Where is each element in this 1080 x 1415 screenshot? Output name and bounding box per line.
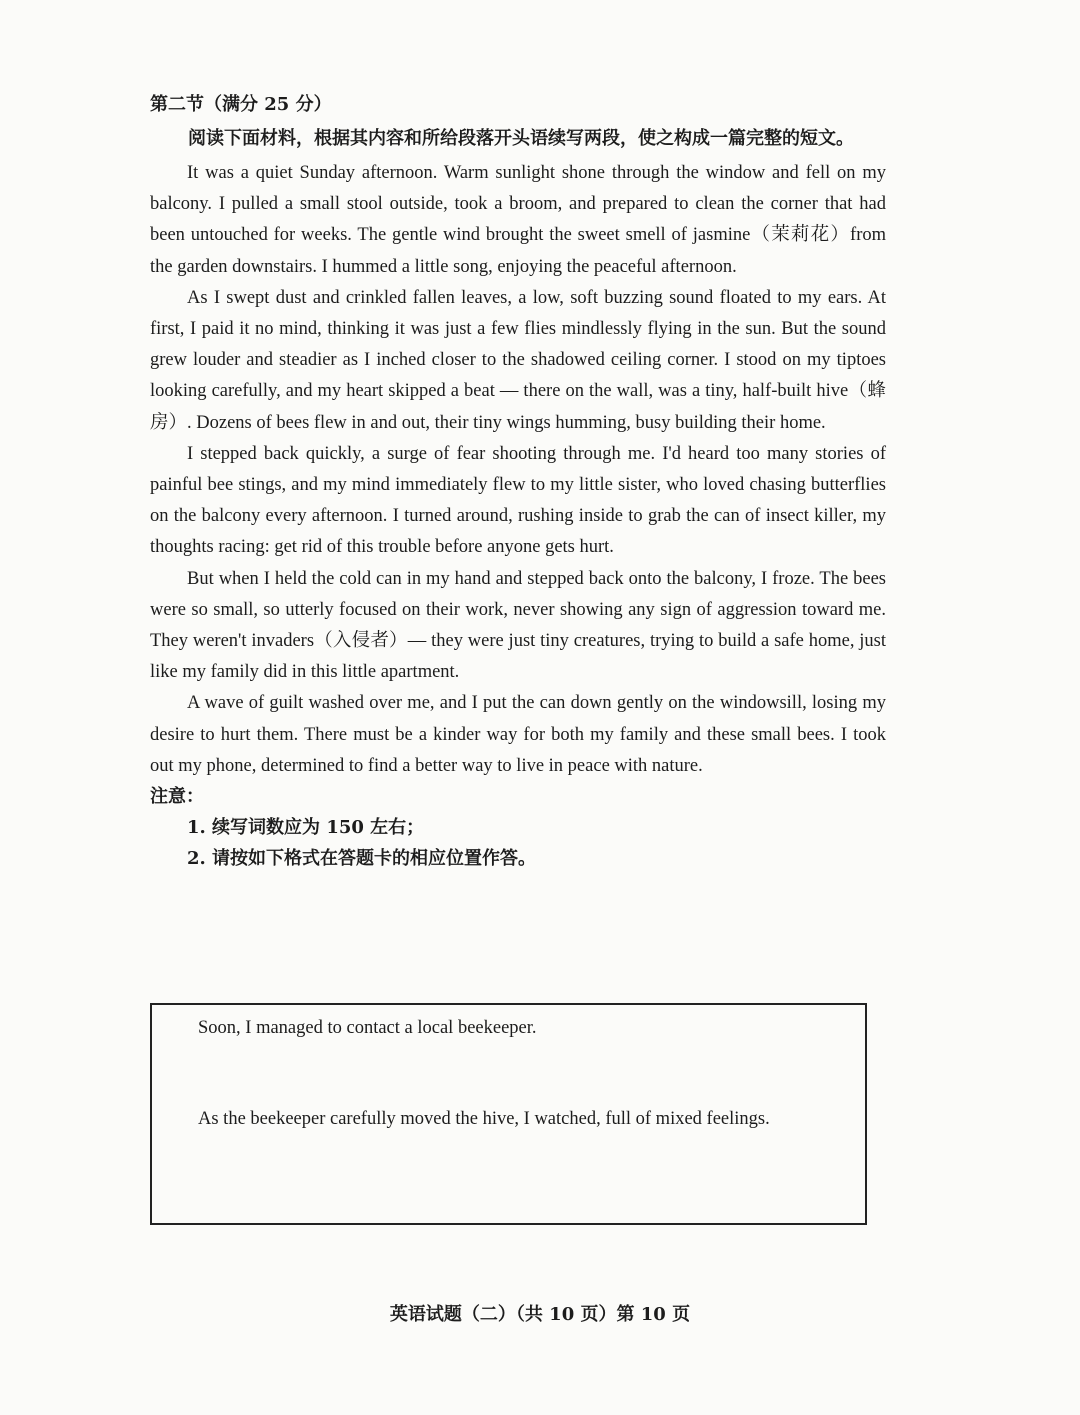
section-title: 第二节（满分 25 分）	[150, 94, 332, 115]
passage-paragraph-3: I stepped back quickly, a surge of fear shooting through me. I'd heard too many stories of painful bee stings, and my mind immediately flew to my little sister, who loved chasing butterflies on the balcony every afternoon. I turned around, rushing inside to grab the can of insect killer, my thoughts racing: get rid of this trouble before anyone gets hurt.	[150, 443, 886, 558]
passage-paragraph-1: It was a quiet Sunday afternoon. Warm sunlight shone through the window and fell on my balcony. I pulled a small stool outside, took a broom, and prepared to clean the corner that had been untouched for weeks. The gentle wind brought the sweet smell of jasmine（茉莉花）from the garden downstairs. I hummed a little song, enjoying the peaceful afternoon.	[150, 163, 886, 277]
notes-title: 注意：	[150, 786, 204, 808]
task-instruction: 阅读下面材料，根据其内容和所给段落开头语续写两段，使之构成一篇完整的短文。	[188, 128, 854, 149]
paragraph-opener-2: As the beekeeper carefully moved the hive, I watched, full of mixed feelings.	[198, 1109, 770, 1129]
note-item-word-count: 1. 续写词数应为 150 左右；	[187, 817, 425, 839]
note-item-format: 2. 请按如下格式在答题卡的相应位置作答。	[187, 848, 537, 870]
exam-page	[150, 90, 886, 874]
passage-paragraph-5: A wave of guilt washed over me, and I put the can down gently on the windowsill, losing my desire to hurt them. There must be a kinder way for both my family and these small bees. I took out my phone, determined to find a better way to live in peace with nature.	[150, 693, 886, 776]
paragraph-opener-1: Soon, I managed to contact a local beekeeper.	[198, 1018, 537, 1038]
passage-paragraph-2: As I swept dust and crinkled fallen leaves, a low, soft buzzing sound floated to my ears. At first, I paid it no mind, thinking it was just a few flies mindlessly flying in the sun. But the sound grew louder and steadier as I inched closer to the shadowed ceiling corner. I stood on my tiptoes looking carefully, and my heart skipped a beat — there on the wall, was a tiny, half-built hive（蜂房）. Dozens of bees flew in and out, their tiny wings humming, busy building their home.	[150, 287, 886, 433]
page-footer: 英语试题（二）（共 10 页）第 10 页	[389, 1304, 691, 1325]
passage-paragraph-4: But when I held the cold can in my hand and stepped back onto the balcony, I froze. The bees were so small, so utterly focused on their work, never showing any sign of aggression toward me. They weren't invaders（入侵者）— they were just tiny creatures, trying to build a safe home, just like my family did in this little apartment.	[150, 568, 886, 683]
answer-box	[150, 1003, 867, 1225]
